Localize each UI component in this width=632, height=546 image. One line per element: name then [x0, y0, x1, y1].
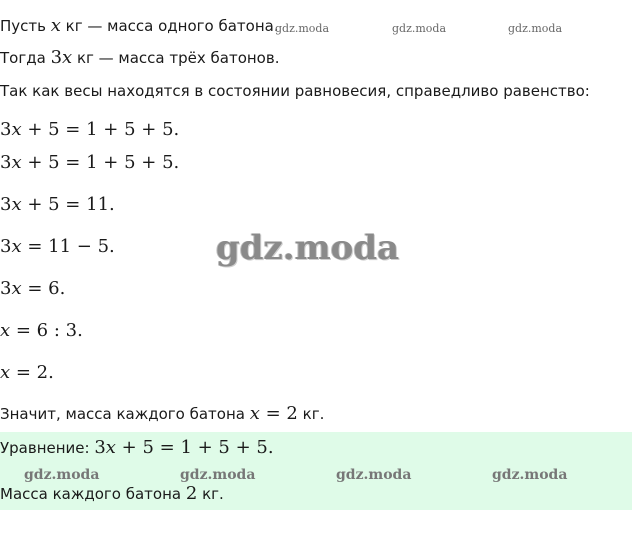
intro-2-text-post: кг — масса трёх батонов. — [72, 49, 280, 67]
intro-2-coef: 3 — [50, 47, 63, 68]
equation-7 — [0, 361, 54, 385]
conclusion-text-post: кг. — [297, 405, 325, 423]
answer-equation-variable: x — [105, 437, 116, 458]
equation-2-coef: 3 — [0, 152, 12, 173]
equation-3-coef: 3 — [0, 194, 12, 215]
answer-box — [0, 432, 632, 510]
equation-1-rest: + 5 = 1 + 5 + 5. — [21, 119, 180, 140]
intro-1-variable: x — [50, 15, 61, 36]
equation-2-variable: x — [11, 152, 22, 173]
intro-2-text-pre: Тогда — [0, 49, 51, 67]
equation-1-variable: x — [11, 119, 22, 140]
watermark-answer-3: gdz.moda — [336, 467, 412, 483]
equation-1 — [0, 118, 179, 142]
intro-line-2 — [0, 48, 279, 68]
watermark-top-3: gdz.moda — [508, 22, 563, 35]
watermark-answer-2: gdz.moda — [180, 467, 256, 483]
equation-6-variable: x — [0, 320, 11, 341]
intro-1-text-pre: Пусть — [0, 17, 51, 35]
equation-6-rest: = 6 : 3. — [10, 320, 83, 341]
intro-line-3 — [0, 81, 590, 101]
answer-mass-text-pre: Масса каждого батона — [0, 485, 186, 503]
equation-3-variable: x — [11, 194, 22, 215]
answer-mass-text-post: кг. — [197, 485, 224, 503]
equation-5 — [0, 277, 65, 301]
equation-7-rest: = 2. — [10, 362, 54, 383]
equation-5-variable: x — [11, 278, 22, 299]
intro-2-variable: x — [62, 47, 73, 68]
answer-equation-label: Уравнение: — [0, 439, 95, 457]
intro-3-text: Так как весы находятся в состоянии равновесия, справедливо равенство: — [0, 82, 590, 100]
equation-2 — [0, 151, 179, 175]
watermark-answer-4: gdz.moda — [492, 467, 568, 483]
equation-7-variable: x — [0, 362, 11, 383]
conclusion-variable: x — [249, 403, 260, 424]
answer-mass-value: 2 — [185, 483, 198, 504]
equation-1-coef: 3 — [0, 119, 12, 140]
conclusion-text-pre: Значит, масса каждого батона — [0, 405, 250, 423]
answer-mass-line — [0, 484, 224, 504]
intro-line-1 — [0, 16, 279, 36]
watermark-answer-1: gdz.moda — [24, 467, 100, 483]
answer-equation-coef: 3 — [94, 437, 106, 458]
answer-equation-line — [0, 438, 274, 458]
watermark-top-1: gdz.moda — [275, 22, 330, 35]
equation-5-coef: 3 — [0, 278, 12, 299]
watermark-top-2: gdz.moda — [392, 22, 447, 35]
conclusion-value: = 2 — [259, 403, 298, 424]
equation-4-variable: x — [11, 236, 22, 257]
equation-2-rest: + 5 = 1 + 5 + 5. — [21, 152, 180, 173]
answer-equation-rest: + 5 = 1 + 5 + 5. — [115, 437, 274, 458]
equation-3 — [0, 193, 115, 217]
equation-5-rest: = 6. — [21, 278, 66, 299]
intro-1-text-post: кг — масса одного батона. — [60, 17, 279, 35]
equation-4-coef: 3 — [0, 236, 12, 257]
equation-3-rest: + 5 = 11. — [21, 194, 115, 215]
equation-4-rest: = 11 − 5. — [21, 236, 115, 257]
equation-4 — [0, 235, 115, 259]
conclusion-line — [0, 404, 324, 424]
watermark-center: gdz.moda — [216, 228, 400, 268]
equation-6 — [0, 319, 83, 343]
